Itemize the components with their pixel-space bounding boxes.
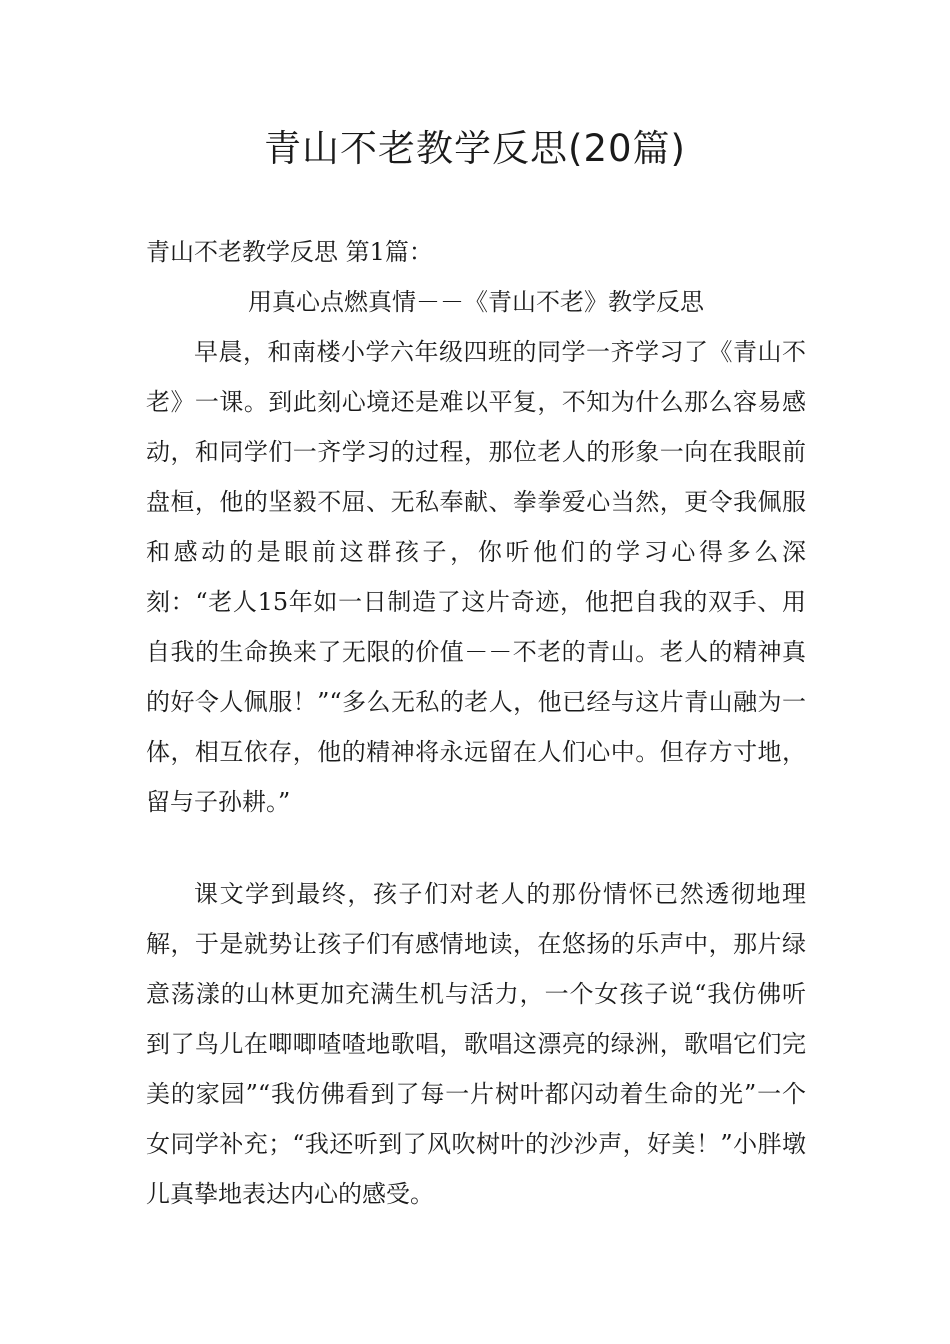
document-body: [146, 227, 806, 1219]
paragraph-1: 早晨，和南楼小学六年级四班的同学一齐学习了《青山不老》一课。到此刻心境还是难以平复，不知为什么那么容易感动，和同学们一齐学习的过程，那位老人的形象一向在我眼前盘桓，他的坚毅不屈、无私奉献、拳拳爱心当然，更令我佩服和感动的是眼前这群孩子，你听他们的学习心得多么深刻：“老人15年如一日制造了这片奇迹，他把自我的双手、用自我的生命换来了无限的价值－－不老的青山。老人的精神真的好令人佩服！”“多么无私的老人，他已经与这片青山融为一体，相互依存，他的精神将永远留在人们心中。但存方寸地，留与子孙耕。”: [146, 338, 806, 816]
paragraph-2: 课文学到最终，孩子们对老人的那份情怀已然透彻地理解，于是就势让孩子们有感情地读，在悠扬的乐声中，那片绿意荡漾的山林更加充满生机与活力，一个女孩子说“我仿佛听到了鸟儿在唧唧喳喳地歌唱，歌唱这漂亮的绿洲，歌唱它们完美的家园”“我仿佛看到了每一片树叶都闪动着生命的光”一个女同学补充；“我还听到了风吹树叶的沙沙声，好美！”小胖墩儿真挚地表达内心的感受。: [146, 880, 806, 1208]
section-heading: 青山不老教学反思 第1篇：: [146, 238, 433, 266]
document-title: 青山不老教学反思(20篇): [264, 127, 686, 170]
paragraph-gap: [146, 827, 806, 869]
article-subtitle: 用真心点燃真情－－《青山不老》教学反思: [248, 288, 704, 316]
